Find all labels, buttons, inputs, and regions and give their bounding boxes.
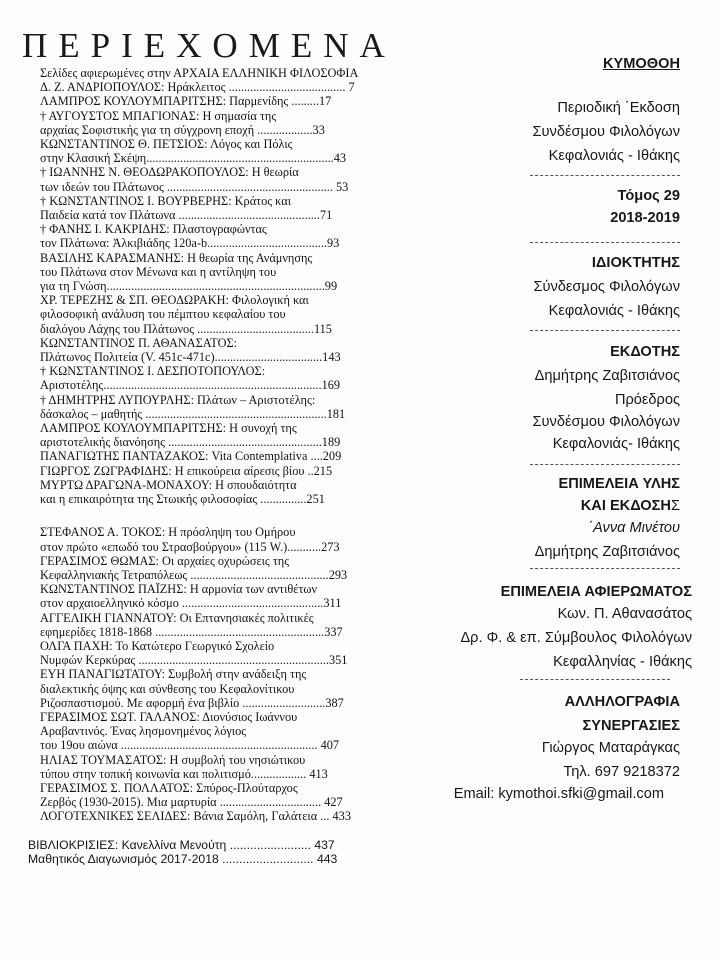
divider <box>530 242 680 243</box>
correspondence-name: Γιώργος Ματαράγκας <box>541 740 680 756</box>
toc-entry-line: διαλεκτικής όψης και σύνθεσης του Κεφαλονίτικου <box>40 681 295 696</box>
owner-line-1: Σύνδεσμος Φιλολόγων <box>533 279 680 295</box>
toc-entry-line: ΧΡ. ΤΕΡΕΖΗΣ & ΣΠ. ΘΕΟΔΩΡΑΚΗ: Φιλολογική και <box>40 293 309 308</box>
toc-entry-line: εφημερίδες 1818-1868 .......................................................337 <box>40 624 343 639</box>
page-title: ΠΕΡΙΕΧΟΜΕΝΑ <box>22 26 396 65</box>
toc-entry <box>40 667 380 710</box>
toc-entry-line: ΚΩΝΣΤΑΝΤΙΝΟΣ Θ. ΠΕΤΣΙΟΣ: Λόγος και Πόλις <box>40 137 293 152</box>
toc-entry-line: των ιδεών του Πλάτωνος ...................................................... 53 <box>40 179 349 194</box>
tribute-heading: ΕΠΙΜΕΛΕΙΑ ΑΦΙΕΡΩΜΑΤΟΣ <box>500 584 692 600</box>
toc-entry <box>40 554 380 582</box>
toc-entry <box>40 421 380 449</box>
toc-entry-line: δάσκαλος – μαθητής ...........................................................181 <box>40 406 346 421</box>
toc-entry-line: Ζερβός (1930-2015). Μια μαρτυρία ................................. 427 <box>40 795 343 810</box>
toc-entry-line: ΓΙΩΡΓΟΣ ΖΩΓΡΑΦΙΔΗΣ: Η επικούρεια αίρεσις βίου ..215 <box>40 463 333 478</box>
toc-entry-line: ΑΓΓΕΛΙΚΗ ΓΙΑΝΝΑΤΟΥ: Οι Επτανησιακές πολιτικές <box>40 610 314 625</box>
toc-entry <box>40 222 380 250</box>
toc-entry-line: ΒΙΒΛΙΟΚΡΙΣΙΕΣ: Κανελλίνα Μενούτη ........................ 437 <box>28 837 335 852</box>
toc-entry <box>40 80 380 94</box>
toc-entry-line: ΛΑΜΠΡΟΣ ΚΟΥΛΟΥΜΠΑΡΙΤΣΗΣ: Παρμενίδης .........17 <box>40 94 332 109</box>
toc-entry <box>40 137 380 165</box>
toc-entry-line: αρχαίας Σοφιστικής για τη σύγχρονη εποχή ..................33 <box>40 122 325 137</box>
toc-entry-line: Κεφαλληνιακής Τετραπόλεως .............................................293 <box>40 567 348 582</box>
toc-entry <box>40 194 380 222</box>
toc-entry-line: Ριζοσπαστισμού. Με αφορμή ένα βιβλίο ...........................387 <box>40 695 344 710</box>
toc-entry-line: στην Κλασική Σκέψη.............................................................43 <box>40 151 347 166</box>
journal-name: ΚΥΜΟΘΟΗ <box>602 56 680 72</box>
toc-entry <box>40 611 380 639</box>
toc-entry <box>40 809 380 823</box>
toc-entry <box>40 639 380 667</box>
editing-line-1: ΄Αννα Μινέτου <box>588 520 680 536</box>
correspondence-phone: Τηλ. 697 9218372 <box>563 764 680 780</box>
toc-entry-line: † ΦΑΝΗΣ Ι. ΚΑΚΡΙΔΗΣ: Πλαστογραφώντας <box>40 222 267 237</box>
toc-entry-line: Νυμφών Κερκύρας ..............................................................351 <box>40 653 348 668</box>
toc-entry-line: Αριστοτέλης.......................................................................169 <box>40 378 341 393</box>
toc-entry-line: και η επικαιρότητα της Στωικής φιλοσοφίας ...............251 <box>40 492 325 507</box>
divider <box>530 568 680 569</box>
toc-group-philosophy <box>40 80 380 506</box>
toc-entry-line: ΓΕΡΑΣΙΜΟΣ ΣΩΤ. ΓΑΛΑΝΟΣ: Διονύσιος Ιωάννου <box>40 709 298 724</box>
toc-entry-line: Πλάτωνος Πολιτεία (V. 451c-471c)...................................143 <box>40 350 341 365</box>
toc-entry-line: του Πλάτωνα στον Μένωνα και η αντίληψη του <box>40 264 277 279</box>
toc-entry <box>40 251 380 294</box>
tribute-line-2: Δρ. Φ. & επ. Σύμβουλος Φιλολόγων <box>460 630 692 646</box>
toc-entry-line: Παιδεία κατά τον Πλάτωνα ..............................................71 <box>40 208 333 223</box>
journal-desc-3: Κεφαλονιάς - Ιθάκης <box>548 148 680 164</box>
publisher-line-3: Συνδέσμου Φιλολόγων <box>532 414 680 430</box>
section-heading: Σελίδες αφιερωμένες στην ΑΡΧΑΙΑ ΕΛΛΗΝΙΚΗ ΦΙΛΟΣΟΦΙΑ <box>40 66 359 80</box>
toc-entry-line: ΚΩΝΣΤΑΝΤΙΝΟΣ Π. ΑΘΑΝΑΣΑΤΟΣ: <box>40 335 238 350</box>
toc-entry-line: τον Πλάτωνα: Ἀλκιβιάδης 120a-b.......................................93 <box>40 236 340 251</box>
tribute-line-1: Κων. Π. Αθανασάτος <box>557 606 692 622</box>
toc-group-reviews <box>28 838 380 867</box>
toc-entry <box>40 393 380 421</box>
toc-entry-line: ΓΕΡΑΣΙΜΟΣ ΘΩΜΑΣ: Οι αρχαίες οχυρώσεις της <box>40 553 290 568</box>
volume-label: Τόμος 29 <box>617 188 680 204</box>
toc-entry <box>40 464 380 478</box>
editing-heading-2: ΚΑΙ ΕΚΔΟΣΗΣ <box>580 498 680 514</box>
divider <box>520 679 670 680</box>
toc-entry <box>40 109 380 137</box>
toc-entry-line: † ΑΥΓΟΥΣΤΟΣ ΜΠΑΓΙΟΝΑΣ: Η σημασία της <box>40 108 277 123</box>
toc-entry-line: Αραβαντινός. Ένας λησμονημένος λόγιος <box>40 724 247 739</box>
toc-entry-line: φιλοσοφική ανάλυση του πέμπτου κεφαλαίου του <box>40 307 286 322</box>
toc-entry <box>40 710 380 753</box>
toc-entry-line: ΚΩΝΣΤΑΝΤΙΝΟΣ ΠΑΪΖΗΣ: Η αρμονία των αντιθέτων <box>40 582 318 597</box>
toc-entry <box>40 293 380 336</box>
toc-entry-line: ΠΑΝΑΓΙΩΤΗΣ ΠΑΝΤΑΖΑΚΟΣ: Vita Contemplativa ....209 <box>40 449 342 464</box>
toc-entry-line: ΜΥΡΤΩ ΔΡΑΓΩΝΑ-ΜΟΝΑΧΟΥ: Η σπουδαιότητα <box>40 477 297 492</box>
toc-entry-line: τύπου στην τοπική κοινωνία και πολιτισμό.................. 413 <box>40 766 328 781</box>
toc-entry-line: Δ. Ζ. ΑΝΔΡΙΟΠΟΥΛΟΣ: Ηράκλειτος ...................................... 7 <box>40 80 355 95</box>
journal-desc-2: Συνδέσμου Φιλολόγων <box>532 124 680 140</box>
toc-entry <box>40 525 380 553</box>
toc-entry <box>40 336 380 364</box>
toc-entry <box>40 94 380 108</box>
publisher-line-1: Δημήτρης Ζαβιτσιάνος <box>534 368 680 384</box>
toc-entry-line: † ΔΗΜΗΤΡΗΣ ΛΥΠΟΥΡΛΗΣ: Πλάτων – Αριστοτέλης: <box>40 392 316 407</box>
credits-column <box>418 0 718 960</box>
toc-entry <box>40 753 380 781</box>
toc-entry-line: ΒΑΣΙΛΗΣ ΚΑΡΑΣΜΑΝΗΣ: Η θεωρία της Ανάμνησης <box>40 250 313 265</box>
toc-entry <box>40 478 380 506</box>
toc-entry-line: ΣΤΕΦΑΝΟΣ Α. ΤΟΚΟΣ: Η πρόσληψη του Ομήρου <box>40 525 296 540</box>
toc-entry-line: στον πρώτο «επωδό του Στρασβούργου» (115 W.)...........273 <box>40 539 340 554</box>
toc-entry-line: στον αρχαιοελληνικό κόσμο ..............................................311 <box>40 596 342 611</box>
journal-desc-1: Περιοδική ΄Εκδοση <box>557 100 680 116</box>
owner-heading: ΙΔΙΟΚΤΗΤΗΣ <box>591 255 680 271</box>
divider <box>530 175 680 176</box>
toc-group-articles <box>40 525 380 823</box>
tribute-line-3: Κεφαλληνίας - Ιθάκης <box>553 654 692 670</box>
toc-entry-line: † ΙΩΑΝΝΗΣ Ν. ΘΕΟΔΩΡΑΚΟΠΟΥΛΟΣ: Η θεωρία <box>40 165 299 180</box>
toc-entry-line: διαλόγου Λάχης του Πλάτωνος ......................................115 <box>40 321 332 336</box>
publisher-line-4: Κεφαλονιάς- Ιθάκης <box>552 436 680 452</box>
toc-entry-line: Μαθητικός Διαγωνισμός 2017-2018 ........................... 443 <box>28 852 338 867</box>
correspondence-email[interactable]: Email: kymothoi.sfki@gmail.com <box>453 786 664 802</box>
correspondence-heading-2: ΣΥΝΕΡΓΑΣΙΕΣ <box>582 718 680 734</box>
toc-entry-line: ΕΥΗ ΠΑΝΑΓΙΩΤΑΤΟΥ: Συμβολή στην ανάδειξη της <box>40 667 307 682</box>
toc-entry-line: ΓΕΡΑΣΙΜΟΣ Σ. ΠΟΛΛΑΤΟΣ: Σπύρος-Πλούταρχος <box>40 780 298 795</box>
toc-entry-line: ΛΟΓΟΤΕΧΝΙΚΕΣ ΣΕΛΙΔΕΣ: Βάνια Σαμόλη, Γαλάτεια ... 433 <box>40 809 351 824</box>
toc-entry-line: † ΚΩΝΣΤΑΝΤΙΝΟΣ Ι. ΔΕΣΠΟΤΟΠΟΥΛΟΣ: <box>40 364 266 379</box>
toc-entry-line: † ΚΩΝΣΤΑΝΤΙΝΟΣ Ι. ΒΟΥΡΒΕΡΗΣ: Κράτος και <box>40 193 292 208</box>
toc-entry-line: ΗΛΙΑΣ ΤΟΥΜΑΣΑΤΟΣ: Η συμβολή του νησιώτικου <box>40 752 306 767</box>
owner-line-2: Κεφαλονιάς - Ιθάκης <box>548 303 680 319</box>
toc-entry-line: ΛΑΜΠΡΟΣ ΚΟΥΛΟΥΜΠΑΡΙΤΣΗΣ: Η συνοχή της <box>40 421 297 436</box>
table-of-contents <box>28 66 380 867</box>
toc-entry-line: για τη Γνώση.......................................................................99 <box>40 279 338 294</box>
toc-entry-line: ΟΛΓΑ ΠΑΧΗ: Το Κατώτερο Γεωργικό Σχολείο <box>40 638 275 653</box>
toc-entry-line: του 19ου αιώνα ................................................................ 407 <box>40 738 340 753</box>
editing-heading-1: ΕΠΙΜΕΛΕΙΑ ΥΛΗΣ <box>558 476 680 492</box>
volume-years: 2018-2019 <box>610 210 680 226</box>
toc-entry <box>40 364 380 392</box>
toc-entry <box>40 449 380 463</box>
toc-entry <box>40 165 380 193</box>
editing-line-2: Δημήτρης Ζαβιτσιάνος <box>534 544 680 560</box>
toc-entry <box>40 781 380 809</box>
divider <box>530 330 680 331</box>
toc-entry <box>40 582 380 610</box>
correspondence-heading-1: ΑΛΛΗΛΟΓΡΑΦΙΑ <box>564 694 680 710</box>
publisher-heading: ΕΚΔΟΤΗΣ <box>610 344 680 360</box>
divider <box>530 464 680 465</box>
toc-entry-line: αριστοτελικής διανόησης ..................................................189 <box>40 435 341 450</box>
publisher-line-2: Πρόεδρος <box>614 392 680 408</box>
